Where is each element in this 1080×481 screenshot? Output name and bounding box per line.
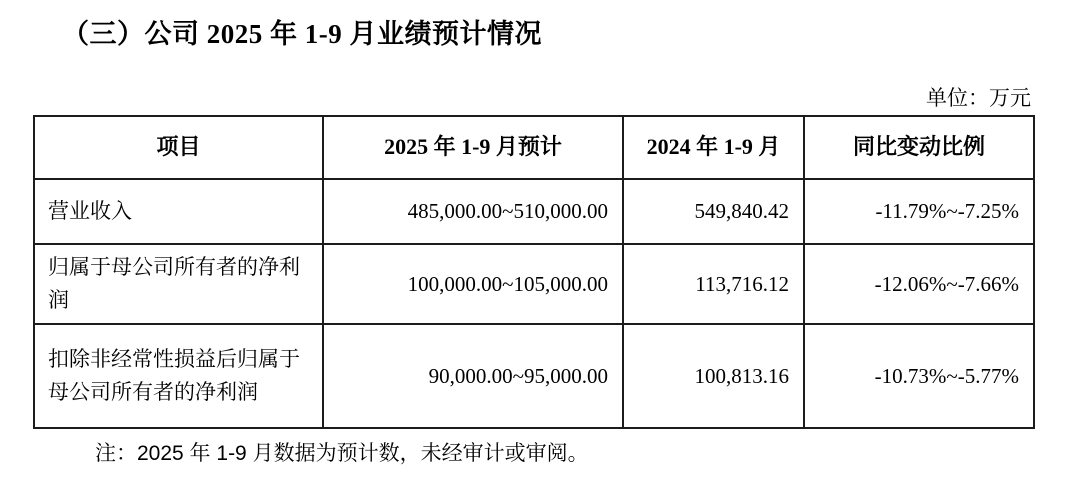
header-item: 项目	[34, 116, 323, 179]
cell-yoy-change: -12.06%~-7.66%	[804, 244, 1034, 324]
performance-forecast-table	[33, 115, 1035, 429]
cell-actual-2024: 113,716.12	[623, 244, 804, 324]
cell-item: 营业收入	[34, 179, 323, 244]
cell-forecast-2025: 90,000.00~95,000.00	[323, 324, 623, 428]
cell-actual-2024: 549,840.42	[623, 179, 804, 244]
header-actual-2024: 2024 年 1-9 月	[623, 116, 804, 179]
cell-yoy-change: -11.79%~-7.25%	[804, 179, 1034, 244]
table-header-row	[34, 116, 1034, 179]
section-title: （三）公司 2025 年 1-9 月业绩预计情况	[62, 19, 542, 49]
cell-forecast-2025: 485,000.00~510,000.00	[323, 179, 623, 244]
table-row-revenue	[34, 179, 1034, 244]
cell-item: 归属于母公司所有者的净利润	[34, 244, 323, 324]
cell-yoy-change: -10.73%~-5.77%	[804, 324, 1034, 428]
cell-item: 扣除非经常性损益后归属于母公司所有者的净利润	[34, 324, 323, 428]
cell-forecast-2025: 100,000.00~105,000.00	[323, 244, 623, 324]
table-row-net-profit-excl-nonrecurring	[34, 324, 1034, 428]
cell-actual-2024: 100,813.16	[623, 324, 804, 428]
header-yoy-change: 同比变动比例	[804, 116, 1034, 179]
table-row-net-profit	[34, 244, 1034, 324]
footnote: 注：2025 年 1-9 月数据为预计数，未经审计或审阅。	[95, 442, 589, 465]
unit-note: 单位：万元	[926, 86, 1031, 110]
header-forecast-2025: 2025 年 1-9 月预计	[323, 116, 623, 179]
